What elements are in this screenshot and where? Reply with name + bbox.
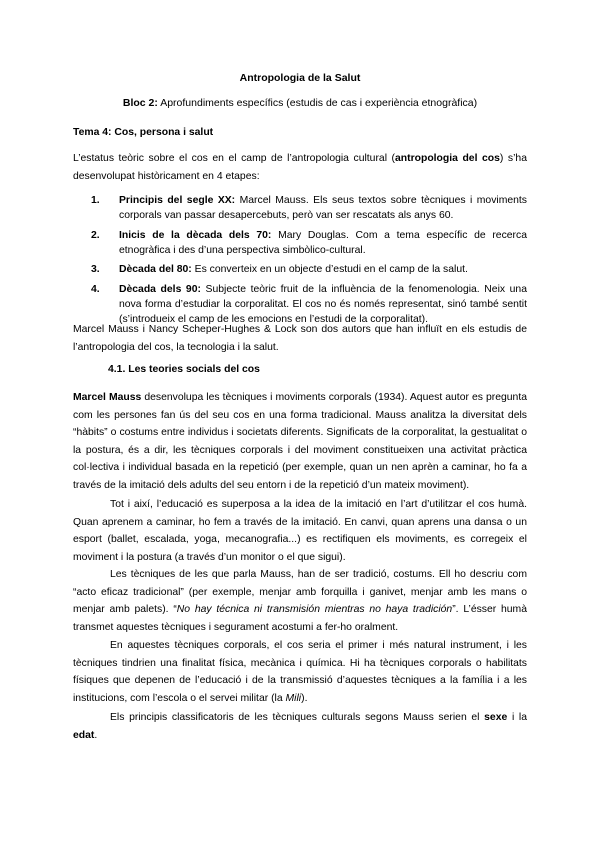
intro-bold-term: antropologia del cos xyxy=(395,153,500,164)
section-heading: 4.1. Les teories socials del cos xyxy=(108,364,260,375)
list-item xyxy=(91,193,527,223)
tradition-paragraph xyxy=(73,566,527,636)
list-item xyxy=(91,228,527,258)
list-label: Inicis de la dècada dels 70: xyxy=(119,229,272,241)
principles-text-1: Els principis classificatoris de les tècniques culturals segons Mauss serien el xyxy=(110,712,485,723)
instrument-text-2: ). xyxy=(301,692,308,704)
principles-bold-age: edat xyxy=(73,729,95,741)
instrument-text-1: En aquestes tècniques corporals, el cos seria el primer i més natural instrument, i les tècniques tindrien una finalitat física, mecànica i química. Hi ha tècniques corporals o habilitats físiques que depenen de l’educació i de la transmissió d’aquestes tècniques a la família i a les institucions, com l’escola o el servei militar (la xyxy=(73,640,527,704)
tradition-text-1: Les tècniques de les que parla Mauss, han de ser tradició, costums. Ell ho descriu com “acto eficaz tradicional” (per exemple, menjar amb forquilla i ganivet, menjar amb les mans o menjar amb palets). “ xyxy=(73,569,527,616)
instrument-italic: Mili xyxy=(285,692,302,704)
authors-paragraph: Marcel Mauss i Nancy Scheper-Hughes & Lock son dos autors que han influït en els estudis de l’antropologia del cos, la tecnologia i la salut. xyxy=(73,324,527,353)
principles-bold-sex: sexe xyxy=(484,712,508,723)
intro-paragraph xyxy=(73,150,527,185)
list-text: Mary Douglas. Com a tema específic de recerca etnogràfica i des d’una perspectiva simbòlico-cultural. xyxy=(119,229,527,256)
list-text: Es converteix en un objecte d’estudi en el camp de la salut. xyxy=(191,264,468,276)
education-paragraph: Tot i així, l’educació es superposa a la idea de la imitació en l’art d’utilitzar el cos humà. Quan aprenem a caminar, ho fem a través de la imitació. En canvi, quan aprens una dansa o un esport (ballet, escalada, yoga, mecanografia...) es rectifiquen els moviments, es corregeix el moviment i la postura (a través d’un monitor o el que sigui). xyxy=(73,499,527,563)
principles-paragraph xyxy=(73,709,527,744)
stages-list xyxy=(73,193,527,331)
list-number: 4. xyxy=(91,283,100,295)
list-label: Principis del segle XX: xyxy=(119,195,236,206)
bloc-subtitle xyxy=(0,97,600,109)
tema-title: Tema 4: Cos, persona i salut xyxy=(73,127,214,138)
mauss-paragraph xyxy=(73,389,527,495)
list-text: Marcel Mauss. Els seus textos sobre tècniques i moviments corporals van passar desapercebuts, però van ser rescatats als anys 60. xyxy=(119,195,527,222)
course-title: Antropologia de la Salut xyxy=(239,72,361,84)
instrument-paragraph xyxy=(73,637,527,707)
tradition-quote: No hay técnica ni transmisión mientras no haya tradición xyxy=(176,604,453,616)
list-item xyxy=(91,262,527,277)
tradition-text-2: ”. L’ésser humà transmet aquestes tècniques i segurament acostumi a fer-ho oralment. xyxy=(73,604,527,633)
list-label: Dècada del 80: xyxy=(119,264,192,276)
list-text: Subjecte teòric fruit de la influència de la fenomenologia. Neix una nova forma d’estudiar la corporalitat. El cos no és només representat, sinó també sentit (s’introdueix el camp de les emocions en l’estudi de la corporalitat). xyxy=(119,283,527,325)
mauss-text: desenvolupa les tècniques i moviments corporals (1934). Aquest autor es pregunta com les persones fan ús del seu cos en una forma tradicional. Mauss analitza la diversitat dels “hàbits” o costums entre individus i societats diferents. Significats de la corporalitat, la gestualitat o la postura, és a dir, les tècniques corporals i del moviment constitueixen una activitat pràctica col·lectiva i individual basada en la repetició (per exemple, quan un nen aprèn a caminar, ho fa a través de la imitació dels adults del seu entorn i de la repetició d’un mateix moviment). xyxy=(73,392,527,491)
bloc-label: Bloc 2: xyxy=(122,97,158,109)
mauss-name: Marcel Mauss xyxy=(73,392,142,403)
bloc-text: Aprofundiments específics (estudis de cas i experiència etnogràfica) xyxy=(157,97,478,109)
list-number: 2. xyxy=(91,229,100,241)
list-label: Dècada dels 90: xyxy=(119,283,201,295)
principles-text-end: . xyxy=(94,729,98,741)
list-number: 3. xyxy=(91,264,100,276)
intro-text-1: L’estatus teòric sobre el cos en el camp de l’antropologia cultural ( xyxy=(73,153,395,164)
intro-text-2: ) s’ha desenvolupat històricament en 4 etapes: xyxy=(73,153,527,182)
principles-text-mid: i la xyxy=(507,712,528,723)
list-number: 1. xyxy=(91,195,100,206)
